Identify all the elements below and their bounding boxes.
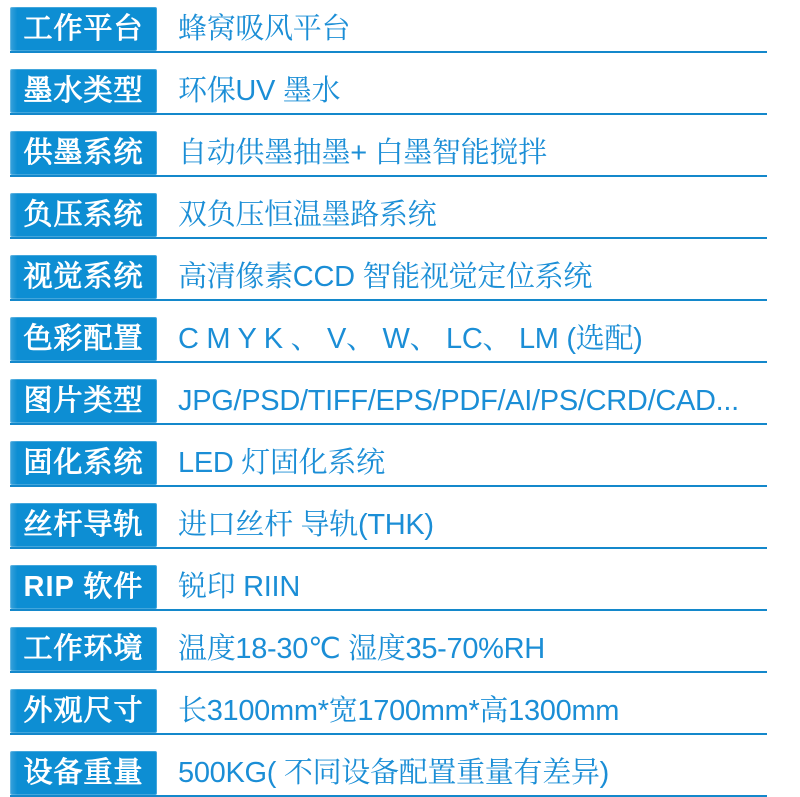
spec-label-box — [10, 503, 157, 547]
spec-label-box — [10, 751, 157, 795]
spec-row — [10, 627, 767, 673]
spec-row — [10, 503, 767, 549]
spec-value: 高清像素CCD 智能视觉定位系统 — [178, 261, 593, 293]
spec-value: 锐印 RIIN — [178, 571, 300, 603]
spec-label: 供墨系统 — [23, 136, 144, 169]
spec-value: 自动供墨抽墨+ 白墨智能搅拌 — [178, 137, 547, 169]
spec-label: 固化系统 — [23, 446, 144, 479]
spec-label: 工作平台 — [23, 12, 144, 45]
spec-row — [10, 379, 767, 425]
spec-label-box — [10, 379, 157, 423]
spec-value: 进口丝杆 导轨(THK) — [178, 509, 434, 541]
spec-row — [10, 69, 767, 115]
spec-label: 工作环境 — [23, 632, 144, 665]
spec-label: 外观尺寸 — [23, 694, 144, 727]
spec-value: 长3100mm*宽1700mm*高1300mm — [178, 695, 620, 727]
spec-row — [10, 193, 767, 239]
spec-value: C M Y K 、 V、 W、 LC、 LM (选配) — [178, 323, 643, 355]
spec-label-box — [10, 7, 157, 51]
spec-value: 蜂窝吸风平台 — [178, 13, 351, 45]
spec-label: 墨水类型 — [23, 74, 144, 107]
spec-label: 图片类型 — [23, 384, 144, 417]
spec-row — [10, 689, 767, 735]
spec-value: JPG/PSD/TIFF/EPS/PDF/AI/PS/CRD/CAD... — [178, 385, 739, 417]
spec-label-box — [10, 441, 157, 485]
spec-row — [10, 7, 767, 53]
spec-row — [10, 751, 767, 797]
spec-row — [10, 317, 767, 363]
spec-label: 负压系统 — [23, 198, 144, 231]
spec-label-box — [10, 689, 157, 733]
spec-value: LED 灯固化系统 — [178, 447, 385, 479]
spec-label: 色彩配置 — [23, 322, 144, 355]
spec-row — [10, 441, 767, 487]
spec-label: 设备重量 — [23, 756, 144, 789]
spec-table — [10, 0, 767, 797]
spec-value: 温度18-30℃ 湿度35-70%RH — [178, 633, 545, 665]
spec-label: 视觉系统 — [23, 260, 144, 293]
spec-row — [10, 131, 767, 177]
spec-label-box — [10, 255, 157, 299]
spec-value: 环保UV 墨水 — [178, 75, 341, 107]
spec-row — [10, 255, 767, 301]
spec-label-box — [10, 627, 157, 671]
spec-row — [10, 565, 767, 611]
spec-label-box — [10, 565, 157, 609]
spec-value: 500KG( 不同设备配置重量有差异) — [178, 757, 609, 789]
spec-label: 丝杆导轨 — [23, 508, 144, 541]
spec-label-box — [10, 317, 157, 361]
spec-label: RIP 软件 — [23, 570, 144, 603]
spec-label-box — [10, 69, 157, 113]
spec-label-box — [10, 131, 157, 175]
spec-value: 双负压恒温墨路系统 — [178, 199, 437, 231]
spec-label-box — [10, 193, 157, 237]
